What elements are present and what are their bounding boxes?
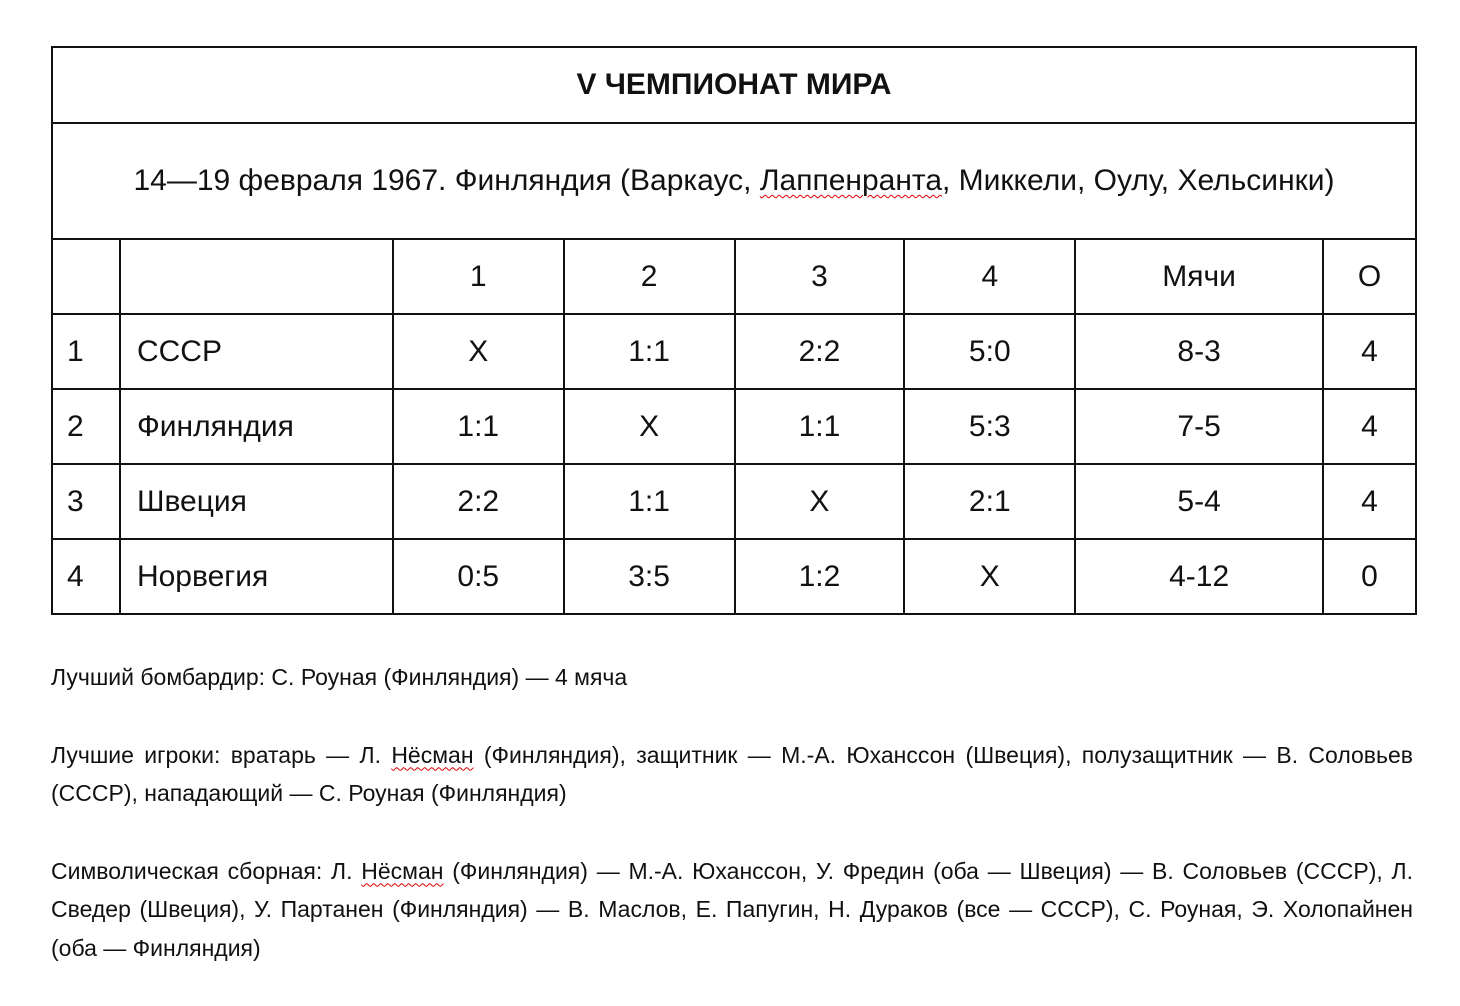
header-cell: 1 xyxy=(393,239,564,314)
score-cell: 5-4 xyxy=(1075,464,1323,539)
score-cell: 1:2 xyxy=(735,539,905,614)
table-header-row xyxy=(52,239,1416,314)
score-cell: 1:1 xyxy=(735,389,905,464)
misspelled-word: Нёсман xyxy=(361,857,444,884)
score-cell: Х xyxy=(904,539,1075,614)
standings-table xyxy=(51,46,1417,615)
score-cell: 7-5 xyxy=(1075,389,1323,464)
header-cell xyxy=(120,239,393,314)
table-row xyxy=(52,539,1416,614)
score-cell: Х xyxy=(393,314,564,389)
header-cell: О xyxy=(1323,239,1416,314)
header-cell: 4 xyxy=(904,239,1075,314)
text: Символическая сборная: Л. xyxy=(51,857,362,884)
table-title: V ЧЕМПИОНАТ МИРА xyxy=(52,47,1416,123)
score-cell: 2:1 xyxy=(904,464,1075,539)
rank-cell: 4 xyxy=(52,539,120,614)
score-cell: 0:5 xyxy=(393,539,564,614)
top-scorer: Лучший бомбардир: С. Роуная (Финляндия) — 4 мяча xyxy=(51,664,628,690)
team-cell: СССР xyxy=(120,314,393,389)
score-cell: 4 xyxy=(1323,464,1416,539)
best-players xyxy=(51,736,1413,813)
rank-cell: 3 xyxy=(52,464,120,539)
notes xyxy=(51,658,1413,1006)
header-cell: 2 xyxy=(564,239,735,314)
score-cell: 4 xyxy=(1323,314,1416,389)
score-cell: 5:3 xyxy=(904,389,1075,464)
score-cell: 0 xyxy=(1323,539,1416,614)
rank-cell: 1 xyxy=(52,314,120,389)
text: (Финляндия), защитник — М.-А. Юханссон (Швеция), полузащитник — В. Соловьев (СССР), нападающий — С. Роуная (Финляндия) xyxy=(51,741,1413,806)
score-cell: 4 xyxy=(1323,389,1416,464)
team-cell: Норвегия xyxy=(120,539,393,614)
score-cell: 1:1 xyxy=(393,389,564,464)
all-star-team xyxy=(51,852,1413,968)
score-cell: 1:1 xyxy=(564,314,735,389)
score-cell: 1:1 xyxy=(564,464,735,539)
team-cell: Швеция xyxy=(120,464,393,539)
header-cell: Мячи xyxy=(1075,239,1323,314)
score-cell: 2:2 xyxy=(735,314,905,389)
table-row xyxy=(52,389,1416,464)
subtitle-text: 14—19 февраля 1967. Финляндия (Варкаус, xyxy=(133,164,760,197)
score-cell: 3:5 xyxy=(564,539,735,614)
table-row xyxy=(52,314,1416,389)
table-subtitle xyxy=(52,123,1416,239)
score-cell: 5:0 xyxy=(904,314,1075,389)
score-cell: Х xyxy=(564,389,735,464)
rank-cell: 2 xyxy=(52,389,120,464)
text: Лучшие игроки: вратарь — Л. xyxy=(51,741,392,768)
subtitle-misspelled-word: Лаппенранта xyxy=(759,164,942,197)
text: (Финляндия) — М.-А. Юханссон, У. Фредин (оба — Швеция) — В. Соловьев (СССР), Л. Сведер (Швеция), У. Партанен (Финляндия) — В. Маслов, Е. Папугин, Н. Дураков (все — СССР), С. Роуная, Э. Холопайнен (оба — Финляндия) xyxy=(51,857,1414,961)
table-row xyxy=(52,464,1416,539)
misspelled-word: Нёсман xyxy=(391,741,474,768)
score-cell: Х xyxy=(735,464,905,539)
score-cell: 8-3 xyxy=(1075,314,1323,389)
header-cell: 3 xyxy=(735,239,905,314)
score-cell: 4-12 xyxy=(1075,539,1323,614)
team-cell: Финляндия xyxy=(120,389,393,464)
score-cell: 2:2 xyxy=(393,464,564,539)
header-cell xyxy=(52,239,120,314)
subtitle-text: , Миккели, Оулу, Хельсинки) xyxy=(942,164,1335,197)
